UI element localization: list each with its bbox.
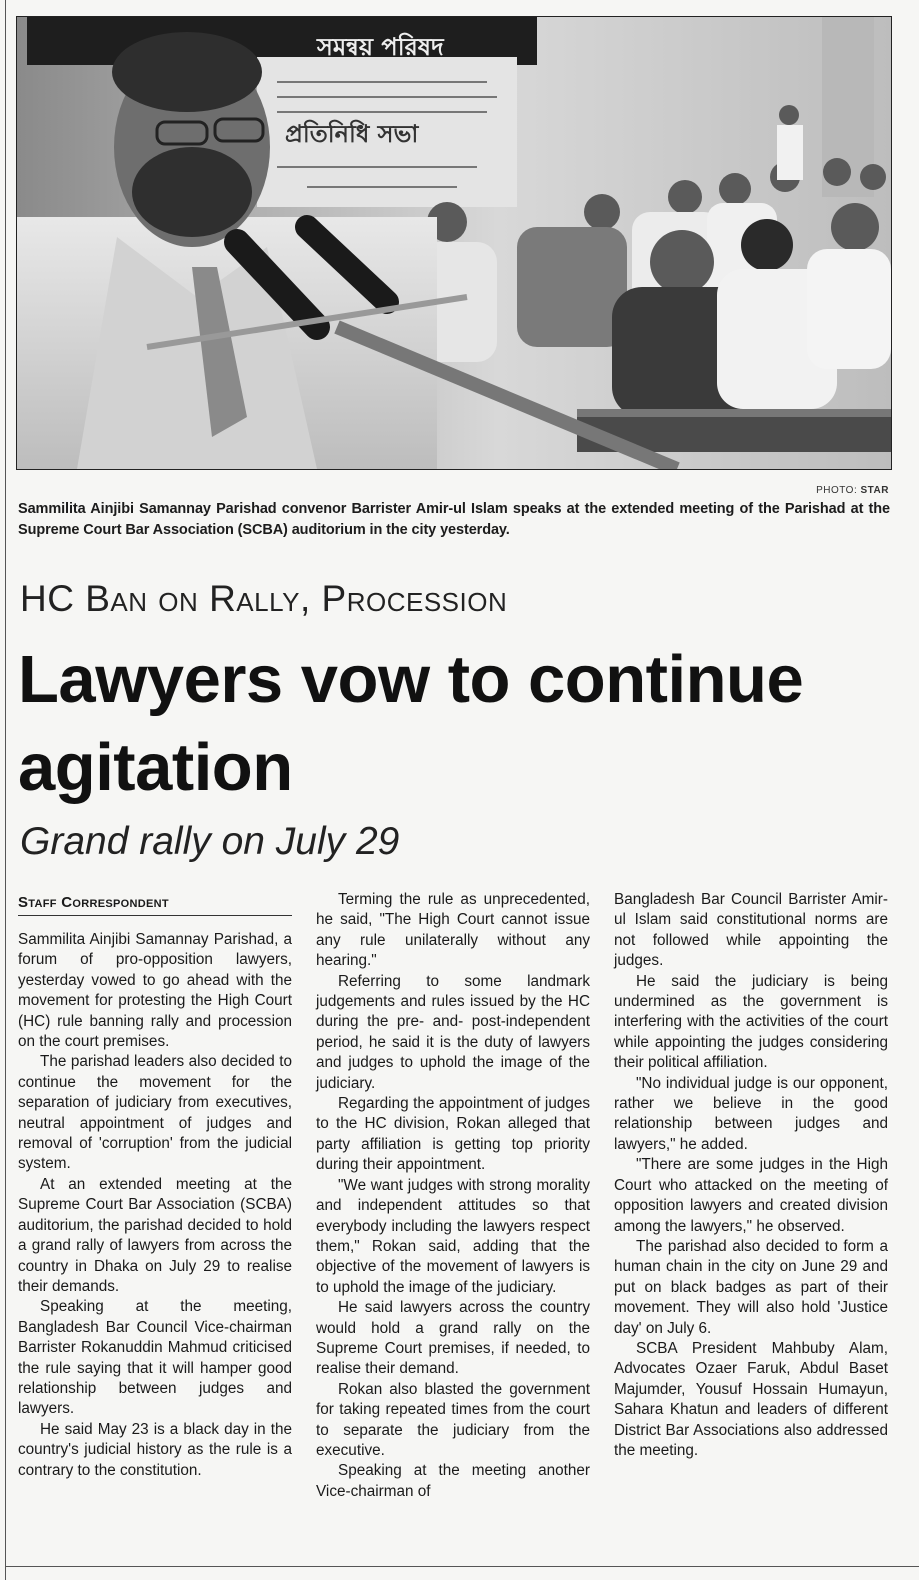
- article-kicker: HC Ban on Rally, Procession: [20, 578, 508, 619]
- paragraph: Bangladesh Bar Council Barrister Amir-ul Islam said constitutional norms are not followed while appointing the judges.: [614, 891, 888, 970]
- paragraph: Regarding the appointment of judges to the HC division, Rokan alleged that party affiliation is getting top priority during their appointment.: [316, 1095, 590, 1174]
- article-headline: Lawyers vow to continue agitation: [18, 642, 804, 805]
- bottom-rule: [5, 1566, 919, 1567]
- banner-subheading: প্রতিনিধি সভা: [285, 120, 419, 148]
- paragraph: The parishad leaders also decided to continue the movement for the separation of judiciary from executives, neutral appointment of judges and removal of 'corruption' from the judicial system.: [18, 1053, 292, 1173]
- paragraph: Speaking at the meeting another Vice-chairman of: [316, 1462, 590, 1500]
- article-column-3: [614, 890, 888, 1461]
- photo-credit-source: STAR: [860, 485, 889, 496]
- banner-heading: সমন্বয় পরিষদ: [317, 33, 444, 61]
- photo-credit: [816, 485, 889, 496]
- paragraph: At an extended meeting at the Supreme Court Bar Association (SCBA) auditorium, the parishad decided to hold a grand rally of lawyers from across the country in Dhaka on July 29 to realise their demands.: [18, 1175, 292, 1295]
- paragraph: He said the judiciary is being undermined as the government is interfering with the activities of the court while appointing the judges considering their political affiliation.: [614, 972, 888, 1072]
- column-rule-left: [5, 0, 6, 1580]
- byline: Staff Correspondent: [18, 894, 292, 916]
- photo-caption: Sammilita Ainjibi Samannay Parishad convenor Barrister Amir-ul Islam speaks at the extended meeting of the Parishad at the Supreme Court Bar Association (SCBA) auditorium in the city yesterday.: [18, 501, 890, 538]
- article-subhead: Grand rally on July 29: [20, 820, 400, 863]
- article-column-1: [18, 930, 292, 1481]
- paragraph: Terming the rule as unprecedented, he said, "The High Court cannot issue any rule unilaterally without any hearing.": [316, 891, 590, 970]
- paragraph: The parishad also decided to form a human chain in the city on June 29 and put on black badges as part of their movement. They will also hold 'Justice day' on July 6.: [614, 1237, 888, 1337]
- paragraph: "There are some judges in the High Court who attacked on the meeting of opposition lawyers and created division among the lawyers," he observed.: [614, 1156, 888, 1235]
- paragraph: SCBA President Mahbuby Alam, Advocates Ozaer Faruk, Abdul Baset Majumder, Yousuf Hossain Humayun, Sahara Khatun and leaders of different District Bar Associations also addressed the meeting.: [614, 1339, 888, 1459]
- article-column-2: [316, 890, 590, 1502]
- paragraph: He said May 23 is a black day in the country's judicial history as the rule is a contrary to the constitution.: [18, 1420, 292, 1479]
- paragraph: "We want judges with strong morality and independent attitudes so that everybody including the lawyers respect them," Rokan said, adding that the objective of the movement of lawyers is to uphold the image of the judiciary.: [316, 1176, 590, 1296]
- news-photo: [16, 16, 892, 470]
- paragraph: Speaking at the meeting, Bangladesh Bar Council Vice-chairman Barrister Rokanuddin Mahmud criticised the rule saying that it will hamper good relationship between judges and lawyers.: [18, 1298, 292, 1418]
- paragraph: He said lawyers across the country would hold a grand rally on the Supreme Court premises, if needed, to realise their demand.: [316, 1299, 590, 1378]
- paragraph: "No individual judge is our opponent, rather we believe in the good relationship between judges and lawyers," he added.: [614, 1074, 888, 1153]
- paragraph: Rokan also blasted the government for taking repeated times from the court to separate the judiciary from the executive.: [316, 1380, 590, 1459]
- photo-credit-label: PHOTO:: [816, 485, 858, 496]
- paragraph: Sammilita Ainjibi Samannay Parishad, a forum of pro-opposition lawyers, yesterday vowed to go ahead with the movement for protesting the High Court (HC) rule banning rally and procession on the court premises.: [18, 931, 292, 1051]
- paragraph: Referring to some landmark judgements and rules issued by the HC during the pre- and- post-independent period, he said it is the duty of lawyers and judges to uphold the image of the judiciary.: [316, 972, 590, 1092]
